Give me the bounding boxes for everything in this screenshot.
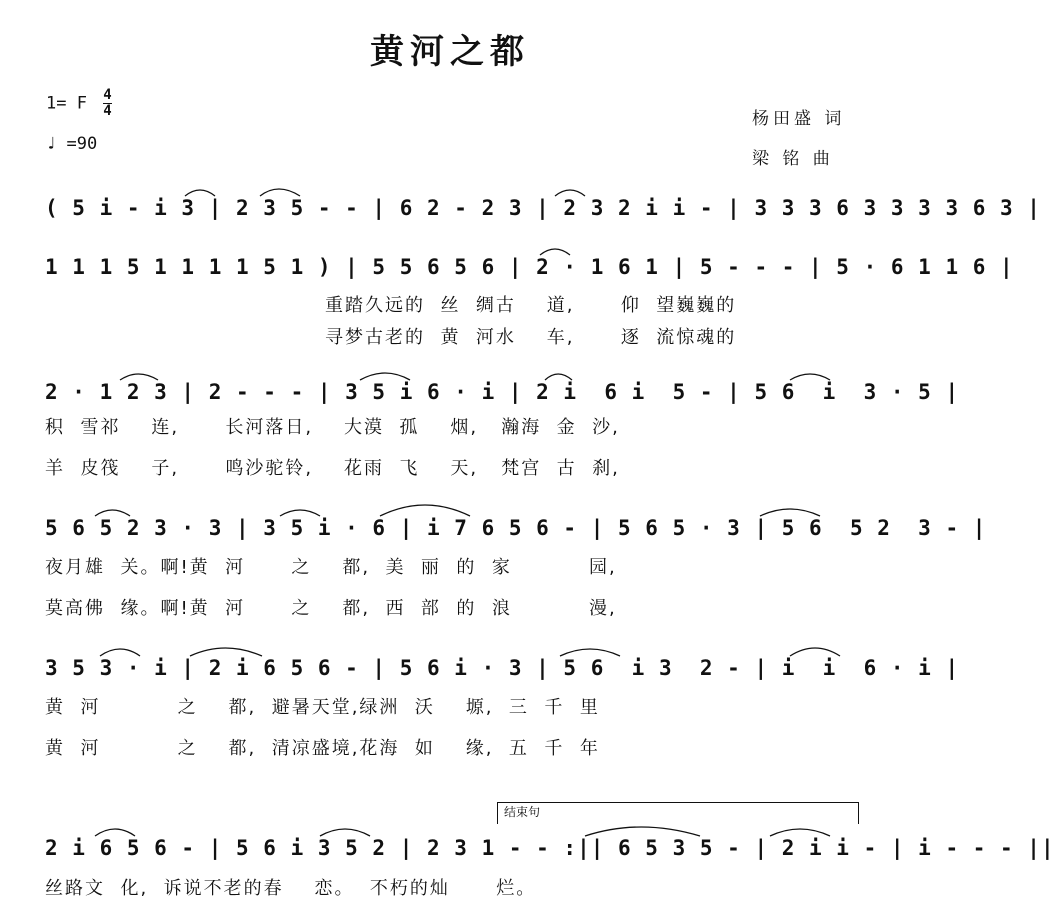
slur	[560, 649, 620, 656]
slur	[95, 829, 135, 836]
notation-row-4: 5 6 5 2 3 · 3 | 3 5 i · 6 | i 7 6 5 6 - | 5 6 5 · 3 | 5 6 5 2 3 - |	[45, 516, 987, 540]
slur	[585, 827, 700, 836]
notation-row-5: 3 5 3 · i | 2 i 6 5 6 - | 5 6 i · 3 | 5 6 i 3 2 - | i i 6 · i |	[45, 656, 960, 680]
slur	[360, 373, 410, 380]
slur	[760, 509, 820, 516]
lyricist-credit: 杨田盛 词	[752, 109, 846, 129]
slur	[190, 648, 262, 656]
notation-row-1: ( 5 i - i 3 | 2 3 5 - - | 6 2 - 2 3 | 2 3 2 i i - | 3 3 3 6 3 3 3 3 6 3 |	[45, 196, 1041, 220]
key-label: 1= F	[46, 93, 87, 114]
lyric-row-4-verse-2: 莫高佛 缘。啊!黄 河 之 都, 西 部 的 浪 漫,	[45, 598, 617, 619]
lyric-row-4-verse-1: 夜月雄 关。啊!黄 河 之 都, 美 丽 的 家 园,	[45, 557, 617, 578]
key-signature	[46, 88, 112, 119]
lyric-row-3-verse-1: 积 雪祁 连, 长河落日, 大漠 孤 烟, 瀚海 金 沙,	[45, 417, 620, 438]
ending-label: 结束句	[504, 805, 541, 819]
slur	[770, 829, 830, 836]
lyric-row-2-verse-2: 寻梦古老的 黄 河水 车, 逐 流惊魂的	[325, 327, 737, 348]
time-top: 4	[103, 87, 112, 103]
lyric-row-3-verse-2: 羊 皮筏 子, 鸣沙驼铃, 花雨 飞 天, 梵宫 古 刹,	[45, 458, 620, 479]
lyric-row-5-verse-1: 黄 河 之 都, 避暑天堂,绿洲 沃 塬, 三 千 里	[45, 697, 600, 718]
composer-credit: 梁 铭 曲	[752, 149, 834, 169]
slur	[320, 829, 370, 836]
notation-row-2: 1 1 1 5 1 1 1 1 5 1 ) | 5 5 6 5 6 | 2 · 1 6 1 | 5 - - - | 5 · 6 1 1 6 |	[45, 255, 1014, 279]
lyric-row-5-verse-2: 黄 河 之 都, 清凉盛境,花海 如 缘, 五 千 年	[45, 738, 600, 759]
time-signature	[103, 88, 111, 119]
notation-row-3: 2 · 1 2 3 | 2 - - - | 3 5 i 6 · i | 2 i 6 i 5 - | 5 6 i 3 · 5 |	[45, 380, 960, 404]
ending-bracket	[497, 802, 859, 824]
slur	[260, 189, 300, 196]
time-bottom: 4	[103, 103, 112, 119]
slur	[100, 649, 140, 656]
song-title: 黄河之都	[370, 32, 530, 72]
notation-row-6: 2 i 6 5 6 - | 5 6 i 3 5 2 | 2 3 1 - - :|| 6 5 3 5 - | 2 i i - | i - - - ||	[45, 836, 1055, 860]
lyric-row-2-verse-1: 重踏久远的 丝 绸古 道, 仰 望巍巍的	[325, 295, 737, 316]
tempo-marking: ♩ =90	[46, 134, 98, 154]
slur	[790, 648, 840, 656]
slur	[380, 505, 470, 516]
lyric-row-6-verse-1: 丝路文 化, 诉说不老的春 恋。 不朽的灿 烂。	[45, 878, 537, 899]
